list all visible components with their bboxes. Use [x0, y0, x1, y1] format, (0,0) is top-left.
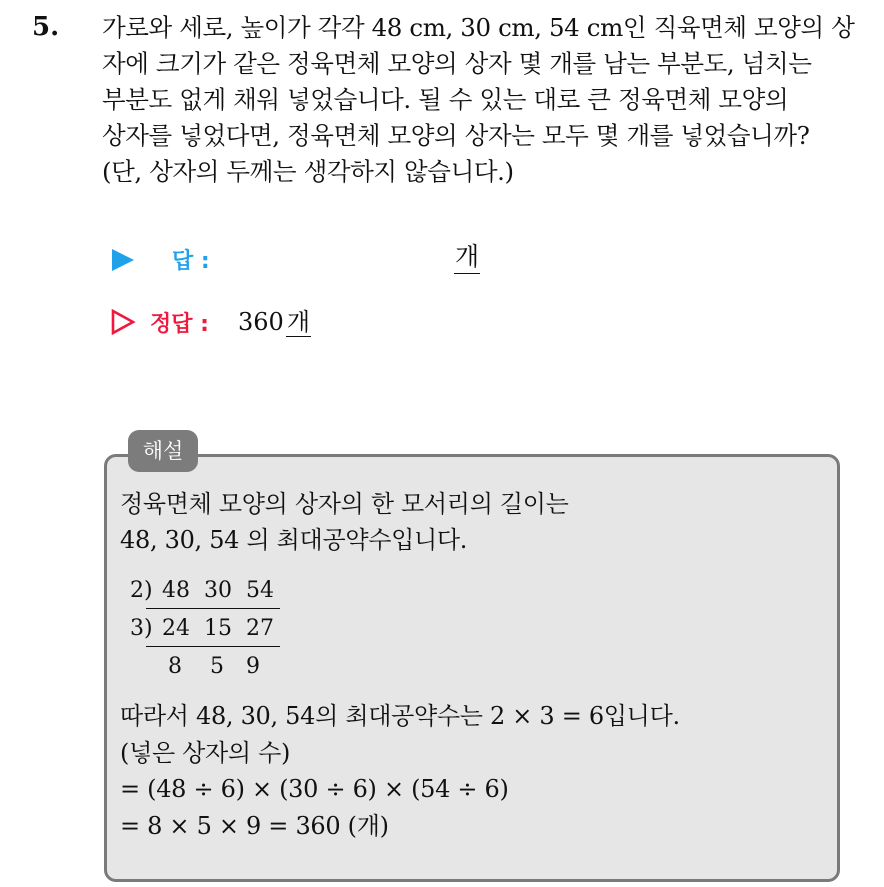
question-line: (단, 상자의 두께는 생각하지 않습니다.): [102, 157, 514, 186]
play-icon: [112, 249, 134, 271]
outline-play-icon: [110, 309, 136, 335]
division-value: 48: [162, 578, 190, 603]
division-value: 30: [204, 578, 232, 603]
explanation-tag: 해설: [128, 430, 198, 472]
division-row: [130, 574, 290, 610]
correct-value: [238, 305, 311, 339]
division-value: 5: [210, 654, 224, 679]
explanation-line: (넣은 상자의 수): [120, 738, 291, 767]
question-text: [102, 10, 872, 190]
explanation-line: = (48 ÷ 6) × (30 ÷ 6) × (54 ÷ 6): [120, 775, 509, 803]
question-line: 자에 크기가 같은 정육면체 모양의 상자 몇 개를 남는 부분도, 넘치는: [102, 49, 812, 78]
correct-number: 360: [238, 308, 284, 336]
division-divisor: 3): [130, 616, 153, 641]
question-number: 5.: [32, 12, 60, 42]
question-line: 부분도 없게 채워 넣었습니다. 될 수 있는 대로 큰 정육면체 모양의: [102, 85, 789, 114]
division-divisor: 2): [130, 578, 153, 603]
division-value: 9: [246, 654, 260, 679]
correct-unit: 개: [286, 308, 310, 336]
explanation-line: 정육면체 모양의 상자의 한 모서리의 길이는: [120, 490, 569, 518]
question-line: 가로와 세로, 높이가 각각 48 cm, 30 cm, 54 cm인 직육면체 모양의 상: [102, 13, 855, 42]
explanation-line: 따라서 48, 30, 54의 최대공약수는 2 × 3 = 6입니다.: [120, 702, 680, 730]
division-value: 24: [162, 616, 190, 641]
explanation-result: [120, 698, 830, 844]
correct-answer-row: [110, 305, 610, 345]
question-line: 상자를 넣었다면, 정육면체 모양의 상자는 모두 몇 개를 넣었습니까?: [102, 121, 810, 150]
division-row: [130, 650, 290, 686]
explanation-line: 48, 30, 54 의 최대공약수입니다.: [120, 526, 468, 554]
ladder-division: [130, 574, 290, 686]
correct-label: 정답 :: [150, 312, 209, 337]
explanation-line: = 8 × 5 × 9 = 360 (개): [120, 811, 389, 840]
division-row: [130, 612, 290, 648]
division-value: 27: [246, 616, 274, 641]
explanation-intro: [120, 486, 830, 558]
division-value: 15: [204, 616, 232, 641]
answer-row: [110, 240, 610, 280]
division-value: 8: [168, 654, 182, 679]
division-rule: [146, 608, 280, 609]
answer-label: 답 :: [172, 249, 210, 274]
division-value: 54: [246, 578, 274, 603]
answer-blank-unit[interactable]: 개: [454, 242, 480, 274]
division-rule: [146, 646, 280, 647]
